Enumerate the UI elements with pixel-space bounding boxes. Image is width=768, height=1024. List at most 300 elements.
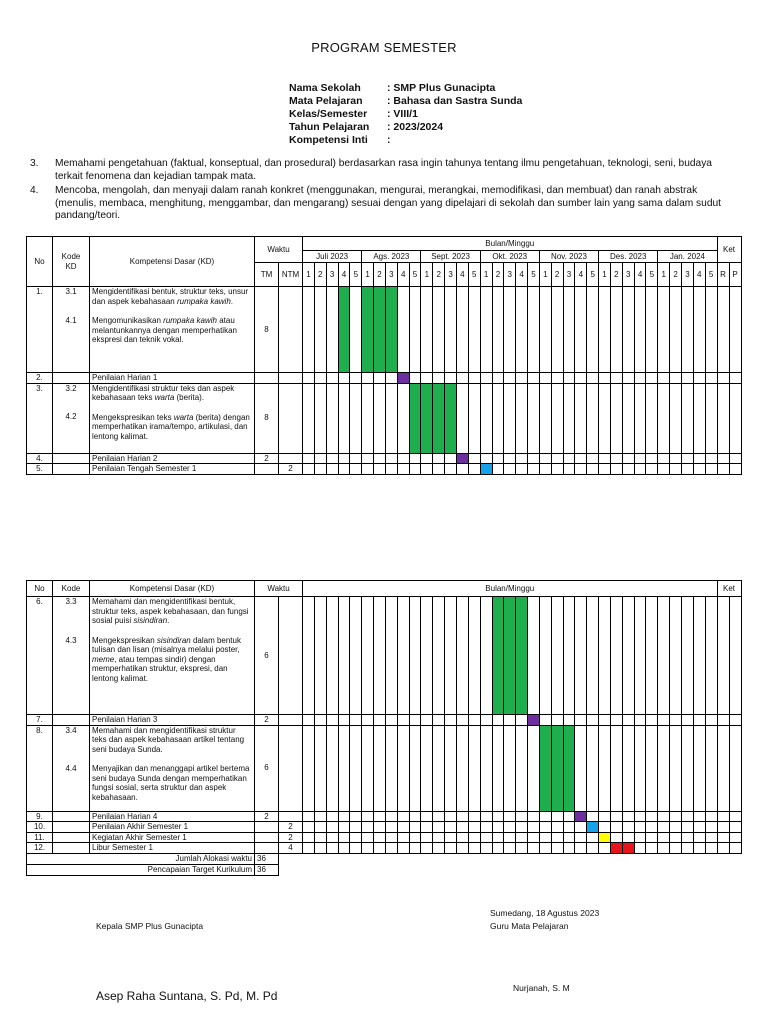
- week-cell: [539, 832, 551, 843]
- week-cell: [492, 453, 504, 464]
- week-cell: [705, 453, 717, 464]
- week-cell: [634, 383, 646, 453]
- week-cell: [610, 832, 622, 843]
- week-cell: [433, 725, 445, 811]
- table-row: [27, 453, 742, 464]
- kd-text: Penilaian Tengah Semester 1: [92, 464, 197, 473]
- week-cell: [622, 383, 634, 453]
- week-cell: [516, 464, 528, 475]
- week-cell: [350, 725, 362, 811]
- week-cell: [658, 715, 670, 726]
- week-cell: [409, 597, 421, 715]
- week-cell: [409, 715, 421, 726]
- week-cell: [409, 453, 421, 464]
- week-cell: [670, 287, 682, 373]
- week-cell: [658, 453, 670, 464]
- kd-text: Memahami dan mengidentifikasi struktur teks dan aspek kebahasaan artikel tentang seni budaya Sunda.: [92, 725, 245, 754]
- week-cell: [528, 383, 540, 453]
- week-cell: [362, 715, 374, 726]
- week-cell: [539, 822, 551, 833]
- week-cell: [539, 464, 551, 475]
- week-header: 4: [456, 263, 468, 287]
- kd-text-cell: [90, 715, 255, 726]
- kompetensi-inti-list: [30, 158, 730, 225]
- week-cell: [445, 811, 457, 822]
- col-header-waktu: Waktu: [255, 581, 303, 597]
- kd-code-cell: [53, 373, 90, 384]
- week-cell: [634, 464, 646, 475]
- week-cell: [610, 715, 622, 726]
- week-cell: [670, 383, 682, 453]
- week-cell: [326, 822, 338, 833]
- week-cell: [303, 725, 315, 811]
- table-row: [27, 811, 742, 822]
- week-cell: [693, 832, 705, 843]
- week-cell: [670, 843, 682, 854]
- week-cell: [468, 287, 480, 373]
- kd-text: Penilaian Harian 1: [92, 373, 158, 382]
- week-cell: [362, 383, 374, 453]
- ket-p-cell: [729, 715, 741, 726]
- week-cell: [385, 822, 397, 833]
- week-cell: [362, 597, 374, 715]
- week-cell: [397, 597, 409, 715]
- week-cell: [433, 383, 445, 453]
- week-cell: [622, 811, 634, 822]
- week-cell: [421, 725, 433, 811]
- week-cell: [551, 287, 563, 373]
- week-cell: [551, 822, 563, 833]
- col-header-ntm: NTM: [279, 263, 303, 287]
- ket-p-cell: [729, 597, 741, 715]
- week-cell: [528, 715, 540, 726]
- week-cell: [634, 843, 646, 854]
- week-cell: [374, 843, 386, 854]
- week-cell: [587, 373, 599, 384]
- week-cell: [338, 725, 350, 811]
- week-cell: [528, 287, 540, 373]
- week-cell: [610, 822, 622, 833]
- week-cell: [303, 464, 315, 475]
- col-header-p: P: [729, 263, 741, 287]
- week-cell: [646, 811, 658, 822]
- week-cell: [385, 832, 397, 843]
- week-cell: [551, 373, 563, 384]
- week-cell: [693, 287, 705, 373]
- week-cell: [634, 811, 646, 822]
- week-cell: [314, 843, 326, 854]
- week-cell: [563, 832, 575, 843]
- week-cell: [599, 383, 611, 453]
- week-cell: [433, 822, 445, 833]
- week-cell: [670, 811, 682, 822]
- week-header: 1: [421, 263, 433, 287]
- week-cell: [433, 464, 445, 475]
- ket-p-cell: [729, 843, 741, 854]
- week-cell: [516, 383, 528, 453]
- row-number: 7.: [27, 715, 53, 726]
- kd-text-cell: [90, 725, 255, 811]
- ntm-cell: [279, 597, 303, 715]
- week-cell: [374, 822, 386, 833]
- week-cell: [468, 832, 480, 843]
- week-cell: [480, 715, 492, 726]
- week-header: 3: [563, 263, 575, 287]
- tm-cell: 6: [255, 597, 279, 715]
- week-cell: [658, 597, 670, 715]
- week-cell: [303, 373, 315, 384]
- week-cell: [670, 725, 682, 811]
- table-row: [27, 287, 742, 373]
- meta-label: Nama Sekolah: [289, 82, 361, 94]
- week-cell: [693, 822, 705, 833]
- week-cell: [528, 725, 540, 811]
- kd-code-cell: [53, 597, 90, 715]
- week-cell: [362, 453, 374, 464]
- week-cell: [350, 453, 362, 464]
- week-cell: [504, 453, 516, 464]
- week-cell: [480, 843, 492, 854]
- month-header: Ags. 2023: [362, 251, 421, 263]
- ket-p-cell: [729, 453, 741, 464]
- week-cell: [303, 843, 315, 854]
- week-cell: [314, 725, 326, 811]
- week-cell: [563, 843, 575, 854]
- week-cell: [658, 832, 670, 843]
- week-cell: [575, 715, 587, 726]
- week-cell: [374, 383, 386, 453]
- week-cell: [326, 832, 338, 843]
- week-header: 3: [445, 263, 457, 287]
- week-cell: [646, 287, 658, 373]
- kd-code: 4.3: [65, 635, 77, 645]
- ntm-cell: [279, 453, 303, 464]
- week-cell: [385, 287, 397, 373]
- week-cell: [314, 811, 326, 822]
- week-cell: [303, 832, 315, 843]
- week-cell: [587, 822, 599, 833]
- week-cell: [599, 464, 611, 475]
- kd-code-cell: [53, 453, 90, 464]
- week-cell: [610, 287, 622, 373]
- week-cell: [575, 822, 587, 833]
- col-header-kd: Kompetensi Dasar (KD): [90, 237, 255, 287]
- ket-r-cell: [717, 843, 729, 854]
- table-row: [27, 464, 742, 475]
- week-cell: [670, 715, 682, 726]
- week-cell: [610, 597, 622, 715]
- week-cell: [433, 811, 445, 822]
- week-cell: [374, 453, 386, 464]
- ket-r-cell: [717, 453, 729, 464]
- week-cell: [682, 383, 694, 453]
- week-cell: [504, 811, 516, 822]
- principal-role: Kepala SMP Plus Gunacipta: [96, 921, 204, 931]
- week-cell: [314, 373, 326, 384]
- week-cell: [539, 597, 551, 715]
- week-cell: [409, 373, 421, 384]
- kd-text: Mengidentifikasi bentuk, struktur teks, unsur dan aspek kebahasaan rumpaka kawih.: [92, 287, 249, 306]
- meta-label: Kelas/Semester: [289, 108, 368, 120]
- ki-item: [30, 185, 730, 223]
- kd-text: Kegiatan Akhir Semester 1: [92, 832, 187, 842]
- week-cell: [374, 811, 386, 822]
- week-cell: [397, 464, 409, 475]
- week-cell: [693, 811, 705, 822]
- week-cell: [610, 811, 622, 822]
- week-cell: [587, 597, 599, 715]
- week-cell: [445, 715, 457, 726]
- week-cell: [350, 811, 362, 822]
- week-cell: [433, 843, 445, 854]
- kd-text-cell: [90, 453, 255, 464]
- week-cell: [563, 725, 575, 811]
- week-cell: [374, 832, 386, 843]
- kd-code: 3.3: [65, 597, 77, 606]
- week-cell: [492, 383, 504, 453]
- ntm-cell: [279, 715, 303, 726]
- week-cell: [551, 811, 563, 822]
- meta-value: : VIII/1: [387, 108, 418, 120]
- ntm-cell: [279, 725, 303, 811]
- kd-code-cell: [53, 832, 90, 843]
- week-cell: [516, 832, 528, 843]
- week-cell: [385, 383, 397, 453]
- week-cell: [551, 464, 563, 475]
- week-cell: [397, 383, 409, 453]
- week-cell: [350, 373, 362, 384]
- row-number: 8.: [27, 725, 53, 811]
- schedule-table-part1: [26, 236, 742, 475]
- week-cell: [705, 715, 717, 726]
- week-header: 5: [528, 263, 540, 287]
- week-cell: [421, 383, 433, 453]
- week-cell: [587, 383, 599, 453]
- week-cell: [303, 822, 315, 833]
- week-cell: [362, 464, 374, 475]
- ket-r-cell: [717, 464, 729, 475]
- week-cell: [599, 287, 611, 373]
- ket-r-cell: [717, 811, 729, 822]
- week-cell: [480, 822, 492, 833]
- week-cell: [362, 287, 374, 373]
- kd-code-cell: [53, 383, 90, 453]
- week-cell: [468, 725, 480, 811]
- week-header: 1: [480, 263, 492, 287]
- week-cell: [456, 383, 468, 453]
- week-header: 2: [670, 263, 682, 287]
- tm-cell: 2: [255, 811, 279, 822]
- week-cell: [563, 822, 575, 833]
- week-cell: [456, 822, 468, 833]
- week-cell: [338, 383, 350, 453]
- week-cell: [693, 373, 705, 384]
- week-cell: [587, 811, 599, 822]
- week-cell: [409, 843, 421, 854]
- week-cell: [421, 464, 433, 475]
- week-header: 2: [374, 263, 386, 287]
- week-cell: [314, 715, 326, 726]
- week-cell: [445, 287, 457, 373]
- week-cell: [622, 287, 634, 373]
- week-cell: [314, 832, 326, 843]
- tm-cell: [255, 843, 279, 854]
- week-cell: [539, 843, 551, 854]
- week-cell: [575, 383, 587, 453]
- week-header: 2: [551, 263, 563, 287]
- week-cell: [385, 597, 397, 715]
- week-cell: [539, 725, 551, 811]
- week-cell: [563, 597, 575, 715]
- table-row: [27, 832, 742, 843]
- week-cell: [705, 725, 717, 811]
- week-cell: [682, 811, 694, 822]
- tm-cell: 2: [255, 453, 279, 464]
- month-header: Sept. 2023: [421, 251, 480, 263]
- week-cell: [610, 373, 622, 384]
- week-cell: [445, 832, 457, 843]
- ki-number: 4.: [30, 185, 39, 196]
- week-cell: [587, 832, 599, 843]
- total-row: [27, 864, 742, 875]
- kd-text-cell: [90, 383, 255, 453]
- week-cell: [303, 811, 315, 822]
- week-cell: [693, 383, 705, 453]
- week-cell: [421, 287, 433, 373]
- ntm-cell: [279, 811, 303, 822]
- week-cell: [338, 464, 350, 475]
- week-cell: [563, 453, 575, 464]
- week-cell: [705, 811, 717, 822]
- week-cell: [682, 464, 694, 475]
- week-cell: [575, 597, 587, 715]
- week-cell: [421, 715, 433, 726]
- week-cell: [670, 832, 682, 843]
- week-header: 2: [314, 263, 326, 287]
- week-cell: [516, 843, 528, 854]
- week-cell: [314, 287, 326, 373]
- week-cell: [634, 725, 646, 811]
- week-cell: [433, 715, 445, 726]
- week-cell: [374, 597, 386, 715]
- week-cell: [705, 832, 717, 843]
- week-cell: [492, 843, 504, 854]
- week-cell: [456, 373, 468, 384]
- kd-code: 3.4: [65, 725, 77, 735]
- week-cell: [587, 453, 599, 464]
- table-row: [27, 373, 742, 384]
- week-cell: [504, 383, 516, 453]
- row-number: 1.: [27, 287, 53, 373]
- tm-cell: 2: [255, 715, 279, 726]
- week-cell: [338, 373, 350, 384]
- week-cell: [551, 597, 563, 715]
- week-cell: [468, 822, 480, 833]
- week-cell: [693, 597, 705, 715]
- week-header: 5: [646, 263, 658, 287]
- week-cell: [433, 373, 445, 384]
- week-cell: [326, 843, 338, 854]
- week-cell: [599, 725, 611, 811]
- week-cell: [445, 453, 457, 464]
- row-number: 11.: [27, 832, 53, 843]
- week-header: 5: [350, 263, 362, 287]
- kd-text: Memahami dan mengidentifikasi bentuk, struktur teks, aspek kebahasaan, dan fungsi sosial puisi sisindiran.: [92, 597, 249, 625]
- week-cell: [314, 597, 326, 715]
- week-cell: [587, 287, 599, 373]
- week-header: 3: [682, 263, 694, 287]
- week-cell: [563, 287, 575, 373]
- week-cell: [456, 715, 468, 726]
- week-cell: [622, 373, 634, 384]
- row-number: 5.: [27, 464, 53, 475]
- teacher-name: Nurjanah, S. M: [513, 983, 570, 993]
- kd-text: Mengekspresikan sisindiran dalam bentuk tulisan dan lisan (misalnya melalui poster, meme, atau tempas sindir) dengan memperhatikan struktur, ekspresi, dan lentong kalimat.: [92, 635, 241, 683]
- tm-cell: 6: [255, 725, 279, 811]
- week-cell: [646, 597, 658, 715]
- week-cell: [397, 715, 409, 726]
- col-header-bulan: Bulan/Minggu: [303, 237, 718, 251]
- meta-label: Tahun Pelajaran: [289, 121, 370, 133]
- week-cell: [492, 464, 504, 475]
- week-cell: [362, 832, 374, 843]
- week-cell: [693, 725, 705, 811]
- week-header: 1: [539, 263, 551, 287]
- week-cell: [646, 464, 658, 475]
- week-cell: [634, 822, 646, 833]
- week-cell: [421, 597, 433, 715]
- week-cell: [456, 287, 468, 373]
- ntm-cell: 2: [279, 464, 303, 475]
- month-header: Jan. 2024: [658, 251, 717, 263]
- week-cell: [587, 725, 599, 811]
- week-cell: [445, 383, 457, 453]
- week-cell: [622, 453, 634, 464]
- week-cell: [362, 822, 374, 833]
- week-cell: [670, 453, 682, 464]
- week-cell: [551, 832, 563, 843]
- week-cell: [468, 597, 480, 715]
- week-cell: [326, 287, 338, 373]
- kd-text: Mengekspresikan teks warta (berita) dengan memperhatikan irama/tempo, artikulasi, dan lentong kalimat.: [92, 412, 250, 441]
- week-cell: [421, 843, 433, 854]
- kd-code: 3.1: [65, 287, 77, 296]
- kd-code: 4.1: [65, 315, 77, 325]
- week-cell: [362, 725, 374, 811]
- ket-p-cell: [729, 832, 741, 843]
- week-cell: [445, 843, 457, 854]
- week-cell: [528, 811, 540, 822]
- week-cell: [409, 464, 421, 475]
- week-cell: [338, 811, 350, 822]
- schedule-table-part2: [26, 580, 742, 876]
- week-cell: [421, 822, 433, 833]
- ket-r-cell: [717, 287, 729, 373]
- week-cell: [504, 287, 516, 373]
- week-cell: [528, 464, 540, 475]
- week-cell: [492, 822, 504, 833]
- week-cell: [480, 811, 492, 822]
- week-cell: [456, 811, 468, 822]
- week-cell: [303, 287, 315, 373]
- table-row: [27, 843, 742, 854]
- week-cell: [385, 843, 397, 854]
- week-cell: [528, 453, 540, 464]
- week-cell: [433, 597, 445, 715]
- week-cell: [599, 715, 611, 726]
- ntm-cell: 2: [279, 822, 303, 833]
- total-value: 36: [255, 864, 279, 875]
